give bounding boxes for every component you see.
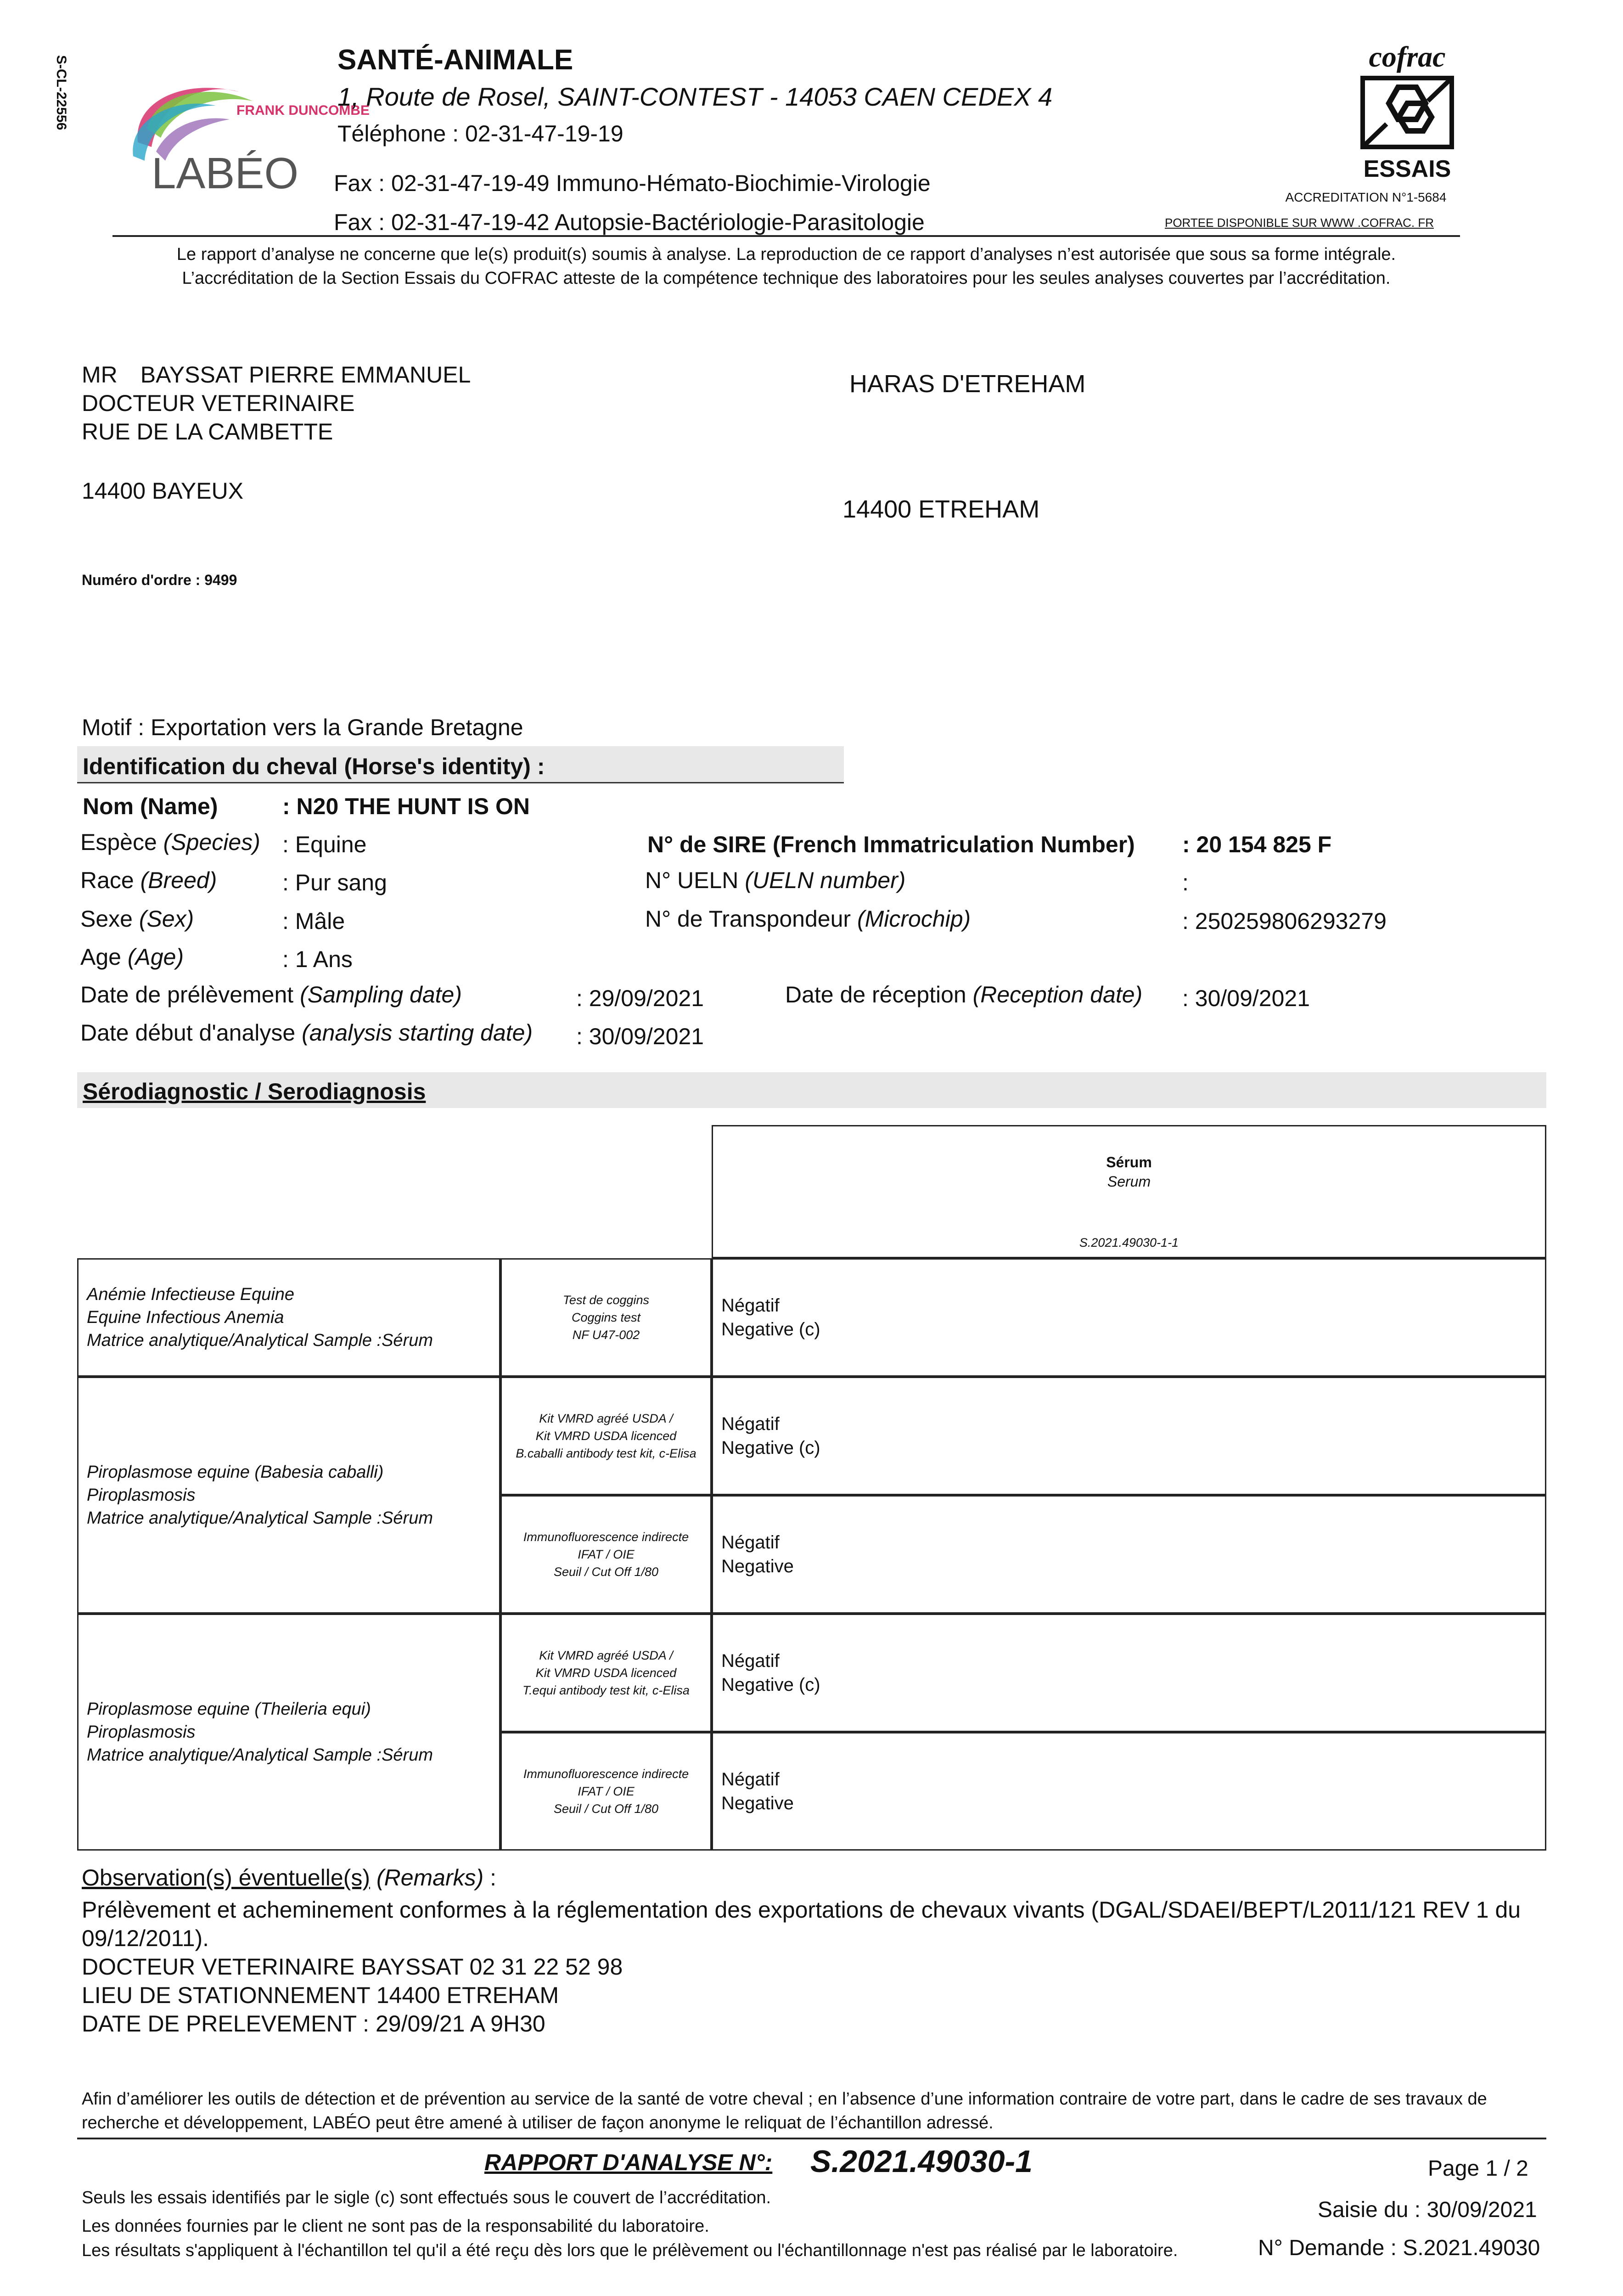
lab-fax-autopsie: Fax : 02-31-47-19-42 Autopsie-Bactériologie-Parasitologie [334, 209, 925, 235]
recipient-block [82, 360, 471, 446]
sampling-date-value: : 29/09/2021 [576, 985, 704, 1011]
remarks-body [82, 1896, 1551, 2038]
ueln-label [645, 867, 905, 894]
result-line: Negative [721, 1556, 794, 1576]
reception-label-en: (Reception date) [972, 982, 1143, 1007]
age-label-en: (Age) [127, 944, 184, 970]
serum-column-header [712, 1125, 1546, 1258]
result-cell [712, 1377, 1546, 1495]
method-cell [500, 1495, 712, 1614]
sample-id: S.2021.49030-1-1 [1079, 1236, 1179, 1249]
identity-title: Identification du cheval (Horse's identity) : [83, 754, 545, 779]
recipient-line2: DOCTEUR VETERINAIRE [82, 390, 355, 416]
breed-value: : Pur sang [282, 870, 387, 895]
remarks-line-2: DOCTEUR VETERINAIRE BAYSSAT 02 31 22 52 98 [82, 1954, 623, 1980]
age-value: : 1 Ans [282, 946, 353, 972]
cofrac-title: cofrac [1369, 40, 1446, 73]
cofrac-logo [1359, 41, 1455, 184]
ueln-label-en: (UELN number) [745, 867, 906, 893]
method-line: Seuil / Cut Off 1/80 [553, 1802, 659, 1816]
owner-city: 14400 ETREHAM [842, 495, 1040, 523]
disclaimer-line-1: Le rapport d’analyse ne concerne que le(s) produit(s) soumis à analyse. La reproduction de ce rapport d’analyses n’est autorisée que sous sa forme intégrale. [176, 245, 1396, 264]
disclaimer [112, 242, 1460, 290]
breed-label-text: Race [80, 867, 140, 893]
method-cell [500, 1258, 712, 1377]
transponder-label-text: N° de Transpondeur [645, 906, 857, 932]
result-line: Negative (c) [721, 1675, 820, 1695]
serum-title: Sérum [1106, 1154, 1152, 1171]
analyte-cell [77, 1377, 500, 1614]
logo-labeo-text: LABÉO [152, 149, 299, 198]
species-label [80, 829, 260, 855]
footer-divider [77, 2138, 1546, 2139]
footer-note-accreditation: Seuls les essais identifiés par le sigle (c) sont effectués sous le couvert de l’accréditation. [82, 2188, 771, 2207]
demande-number: N° Demande : S.2021.49030 [1258, 2236, 1540, 2260]
method-line: Coggins test [571, 1311, 641, 1324]
method-line: Kit VMRD USDA licenced [535, 1666, 677, 1680]
remarks-title-en: (Remarks) [376, 1865, 484, 1891]
analyte-cell [77, 1258, 500, 1377]
serum-subtitle: Serum [1107, 1173, 1151, 1190]
logo-small-text: FRANK DUNCOMBE [236, 103, 370, 118]
analysis-date-value: : 30/09/2021 [576, 1024, 704, 1049]
name-label: Nom (Name) [83, 793, 218, 819]
analyte-line: Matrice analytique/Analytical Sample :Sérum [87, 1745, 433, 1765]
species-label-text: Espèce [80, 829, 163, 855]
result-line: Negative (c) [721, 1438, 820, 1458]
method-cell [500, 1614, 712, 1732]
motif: Motif : Exportation vers la Grande Bretagne [82, 715, 523, 740]
sex-value: : Mâle [282, 908, 345, 934]
name-value: : N20 THE HUNT IS ON [282, 793, 530, 819]
report-label: RAPPORT D'ANALYSE N°: [484, 2150, 773, 2175]
ueln-label-text: N° UELN [645, 867, 745, 893]
analyte-line: Matrice analytique/Analytical Sample :Sérum [87, 1508, 433, 1528]
lab-address: 1, Route de Rosel, SAINT-CONTEST - 14053 CAEN CEDEX 4 [337, 82, 1053, 111]
result-line: Négatif [721, 1295, 780, 1316]
sex-label [80, 906, 194, 932]
analyte-line: Matrice analytique/Analytical Sample :Sérum [87, 1331, 433, 1350]
method-line: IFAT / OIE [578, 1784, 635, 1798]
analyte-line: Anémie Infectieuse Equine [87, 1285, 295, 1304]
header-divider [112, 235, 1460, 237]
sampling-label-text: Date de prélèvement [80, 982, 300, 1007]
reception-date-label [785, 981, 1142, 1008]
analyte-line: Piroplasmose equine (Babesia caballi) [87, 1463, 384, 1482]
recipient-city: 14400 BAYEUX [82, 478, 244, 504]
remarks-line-1: Prélèvement et acheminement conformes à la réglementation des exportations de chevaux vivants (DGAL/SDAEI/BEPT/L2011/121 REV 1 du 09/12/2011). [82, 1897, 1521, 1951]
result-cell [712, 1258, 1546, 1377]
method-line: Seuil / Cut Off 1/80 [553, 1565, 659, 1579]
method-line: Immunofluorescence indirecte [523, 1767, 689, 1781]
sampling-date-label [80, 981, 462, 1008]
result-line: Negative [721, 1793, 794, 1813]
method-line: NF U47-002 [572, 1328, 640, 1342]
recipient-name-line [82, 360, 471, 389]
sampling-label-en: (Sampling date) [300, 982, 462, 1007]
method-line: Test de coggins [562, 1293, 650, 1307]
recipient-name: BAYSSAT PIERRE EMMANUEL [140, 362, 471, 388]
ueln-value: : [1182, 870, 1189, 895]
lab-fax-immuno: Fax : 02-31-47-19-49 Immuno-Hémato-Biochimie-Virologie [334, 170, 931, 196]
report-number: S.2021.49030-1 [810, 2144, 1033, 2179]
order-number: Numéro d'ordre : 9499 [82, 572, 237, 588]
method-line: Kit VMRD USDA licenced [535, 1429, 677, 1443]
analyte-line: Piroplasmose equine (Theileria equi) [87, 1699, 371, 1719]
cofrac-essais: ESSAIS [1363, 156, 1451, 182]
page-number: Page 1 / 2 [1428, 2156, 1528, 2181]
footer-note-client-data: Les données fournies par le client ne sont pas de la responsabilité du laboratoire. [82, 2217, 709, 2236]
breed-label [80, 867, 217, 894]
analyte-line: Equine Infectious Anemia [87, 1308, 284, 1327]
method-line: T.equi antibody test kit, c-Elisa [522, 1683, 690, 1697]
analyte-line: Piroplasmosis [87, 1722, 196, 1742]
remarks-line-4: DATE DE PRELEVEMENT : 29/09/21 A 9H30 [82, 2011, 545, 2037]
species-value: : Equine [282, 832, 367, 857]
privacy-notice: Afin d’améliorer les outils de détection et de prévention au service de la santé de votre cheval ; en l’absence d’une information contraire de votre part, dans le cadre de ses travaux de recherche et développement, LABÉO peut être amené à utiliser de façon anonyme le reliquat de l’échantillon adressé. [82, 2089, 1487, 2133]
remarks-title [82, 1864, 496, 1891]
method-line: B.caballi antibody test kit, c-Elisa [516, 1446, 696, 1460]
sex-label-text: Sexe [80, 906, 139, 932]
portee-link[interactable]: PORTEE DISPONIBLE SUR WWW .COFRAC. FR [1164, 216, 1434, 230]
result-line: Négatif [721, 1769, 780, 1790]
recipient-line3: RUE DE LA CAMBETTE [82, 419, 333, 445]
sire-label: N° de SIRE (French Immatriculation Number) [647, 832, 1135, 857]
result-line: Négatif [721, 1651, 780, 1671]
labeo-logo [119, 73, 370, 198]
result-line: Négatif [721, 1532, 780, 1553]
reception-label-text: Date de réception [785, 982, 973, 1007]
analysis-label-en: (analysis starting date) [302, 1020, 533, 1046]
recipient-title: MR [82, 362, 118, 388]
sex-label-en: (Sex) [139, 906, 194, 932]
transponder-label-en: (Microchip) [857, 906, 971, 932]
method-line: Kit VMRD agréé USDA / [539, 1412, 673, 1425]
sire-value: : 20 154 825 F [1182, 832, 1332, 857]
age-label-text: Age [80, 944, 128, 970]
method-cell [500, 1377, 712, 1495]
result-line: Négatif [721, 1414, 780, 1434]
remarks-line-3: LIEU DE STATIONNEMENT 14400 ETREHAM [82, 1982, 559, 2008]
analysis-date-label [80, 1019, 533, 1046]
transponder-label [645, 906, 971, 932]
result-cell [712, 1614, 1546, 1732]
disclaimer-line-2: L’accréditation de la Section Essais du COFRAC atteste de la compétence technique des laboratoires pour les seules analyses couvertes par l’accréditation. [182, 269, 1391, 288]
transponder-value: : 250259806293279 [1182, 908, 1387, 934]
result-line: Negative (c) [721, 1319, 820, 1339]
owner-name: HARAS D'ETREHAM [849, 370, 1086, 398]
method-line: IFAT / OIE [578, 1548, 635, 1561]
result-cell [712, 1495, 1546, 1614]
remarks-title-text: Observation(s) éventuelle(s) [82, 1865, 371, 1891]
reception-date-value: : 30/09/2021 [1182, 985, 1310, 1011]
footer-note-results: Les résultats s'appliquent à l'échantillon tel qu'il a été reçu dès lors que le prélèvement ou l'échantillonnage n'est pas réalisé par le laboratoire. [82, 2241, 1178, 2260]
lab-phone: Téléphone : 02-31-47-19-19 [337, 121, 623, 146]
side-code: S-CL-22556 [54, 55, 69, 130]
accreditation-number: ACCREDITATION N°1-5684 [1285, 190, 1447, 204]
method-line: Kit VMRD agréé USDA / [539, 1649, 673, 1662]
sero-title: Sérodiagnostic / Serodiagnosis [83, 1079, 426, 1104]
age-label [80, 944, 184, 970]
method-line: Immunofluorescence indirecte [523, 1530, 689, 1544]
remarks-title-suffix: : [483, 1865, 497, 1891]
species-label-en: (Species) [163, 829, 260, 855]
lab-name: SANTÉ-ANIMALE [337, 44, 573, 76]
result-cell [712, 1732, 1546, 1851]
method-cell [500, 1732, 712, 1851]
analyte-cell [77, 1614, 500, 1851]
analysis-label-text: Date début d'analyse [80, 1020, 302, 1046]
saisie-date: Saisie du : 30/09/2021 [1318, 2198, 1537, 2222]
analyte-line: Piroplasmosis [87, 1486, 196, 1505]
breed-label-en: (Breed) [140, 867, 217, 893]
